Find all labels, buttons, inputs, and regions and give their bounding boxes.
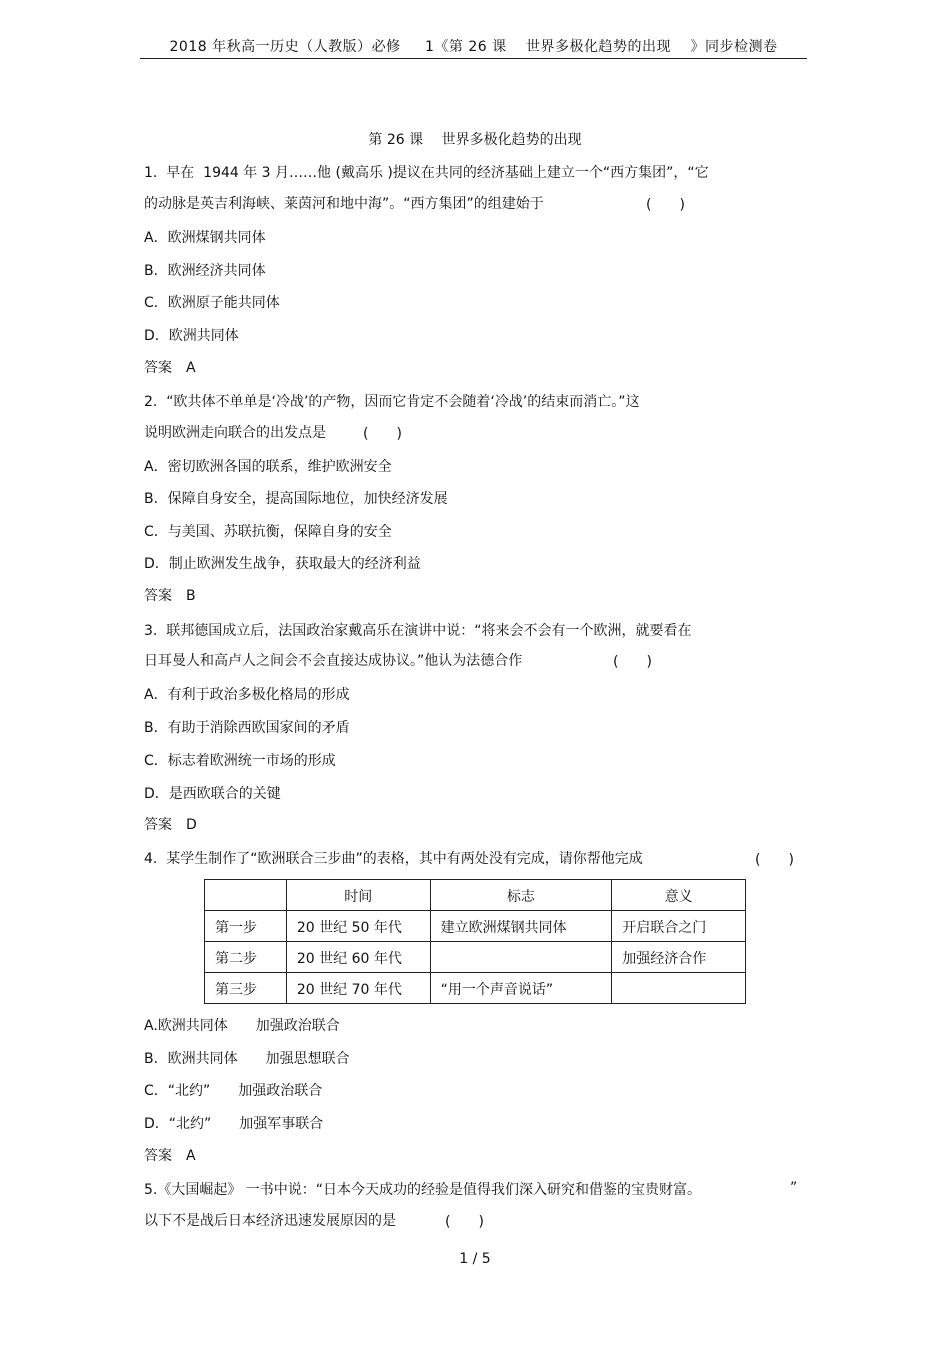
q4-option-b: B．欧洲共同体 加强思想联合 <box>144 1051 350 1067</box>
q1-option-d: D．欧洲共同体 <box>144 328 239 344</box>
table-header-cell: 意义 <box>612 880 746 911</box>
table-cell: 第三步 <box>205 973 287 1004</box>
q5-quote-end: ” <box>790 1180 798 1196</box>
q4-option-c: C．“北约” 加强政治联合 <box>144 1083 323 1099</box>
table-cell: 20 世纪 60 年代 <box>286 942 430 973</box>
europe-integration-table <box>204 879 746 1004</box>
q3-answer-blank: ( ) <box>613 654 652 670</box>
q1-stem-line1: 1. 早在 1944 年 3 月……他 (戴高乐 )提议在共同的经济基础上建立一个“西方集团”，“它 <box>144 165 709 181</box>
table-row <box>205 942 746 973</box>
q3-answer: 答案 D <box>144 817 197 833</box>
q4-option-a: A.欧洲共同体 加强政治联合 <box>144 1018 340 1034</box>
q2-answer-blank: ( ) <box>363 426 402 442</box>
table-cell: 20 世纪 50 年代 <box>286 911 430 942</box>
table-cell: 加强经济合作 <box>612 942 746 973</box>
q1-stem-line2: 的动脉是英吉利海峡、莱茵河和地中海”。“西方集团”的组建始于 <box>144 196 544 212</box>
q2-option-b: B．保障自身安全，提高国际地位，加快经济发展 <box>144 491 448 507</box>
table-row <box>205 973 746 1004</box>
table-row <box>205 911 746 942</box>
q3-option-c: C．标志着欧洲统一市场的形成 <box>144 753 336 769</box>
q3-option-a: A．有利于政治多极化格局的形成 <box>144 687 350 703</box>
table-cell <box>612 973 746 1004</box>
q2-option-c: C．与美国、苏联抗衡，保障自身的安全 <box>144 524 392 540</box>
q2-answer: 答案 B <box>144 588 196 604</box>
table-header-cell: 标志 <box>430 880 612 911</box>
table-header-cell <box>205 880 287 911</box>
table-cell: 开启联合之门 <box>612 911 746 942</box>
q2-option-d: D．制止欧洲发生战争，获取最大的经济利益 <box>144 556 421 572</box>
q3-option-b: B．有助于消除西欧国家间的矛盾 <box>144 720 350 736</box>
table-header-row <box>205 880 746 911</box>
table-cell: 20 世纪 70 年代 <box>286 973 430 1004</box>
q4-option-d: D．“北约” 加强军事联合 <box>144 1116 324 1132</box>
q1-option-a: A．欧洲煤钢共同体 <box>144 230 266 246</box>
q3-option-d: D．是西欧联合的关键 <box>144 786 281 802</box>
q3-stem-line2: 日耳曼人和高卢人之间会不会直接达成协议。”他认为法德合作 <box>144 653 523 669</box>
q4-answer: 答案 A <box>144 1148 196 1164</box>
q4-answer-blank: ( ) <box>755 852 794 868</box>
q5-stem-line2: 以下不是战后日本经济迅速发展原因的是 <box>144 1213 396 1229</box>
table-cell <box>430 942 612 973</box>
q2-stem-line2: 说明欧洲走向联合的出发点是 <box>144 425 326 441</box>
q1-option-b: B．欧洲经济共同体 <box>144 263 266 279</box>
q2-stem-line1: 2. “欧共体不单单是‘冷战’的产物，因而它肯定不会随着‘冷战’的结束而消亡。”这 <box>144 394 640 410</box>
table-cell: “用一个声音说话” <box>430 973 612 1004</box>
q1-option-c: C．欧洲原子能共同体 <box>144 295 280 311</box>
table-cell: 第一步 <box>205 911 287 942</box>
q5-stem-line1: 5.《大国崛起》 一书中说：“日本今天成功的经验是值得我们深入研究和借鉴的宝贵财富。 <box>144 1182 702 1198</box>
table-cell: 建立欧洲煤钢共同体 <box>430 911 612 942</box>
q5-answer-blank: ( ) <box>445 1214 484 1230</box>
page-header: 2018 年秋高一历史（人教版）必修 1《第 26 课 世界多极化趋势的出现 》同步检测卷 <box>140 36 807 59</box>
lesson-title: 第 26 课 世界多极化趋势的出现 <box>368 132 582 148</box>
q4-stem: 4. 某学生制作了“欧洲联合三步曲”的表格，其中有两处没有完成，请你帮他完成 <box>144 851 643 867</box>
q3-stem-line1: 3. 联邦德国成立后，法国政治家戴高乐在演讲中说：“将来会不会有一个欧洲，就要看在 <box>144 623 692 639</box>
table-header-cell: 时间 <box>286 880 430 911</box>
page-number: 1 / 5 <box>459 1251 491 1267</box>
q1-answer: 答案 A <box>144 360 196 376</box>
q2-option-a: A．密切欧洲各国的联系，维护欧洲安全 <box>144 459 392 475</box>
q1-answer-blank: ( ) <box>646 197 685 213</box>
table-cell: 第二步 <box>205 942 287 973</box>
